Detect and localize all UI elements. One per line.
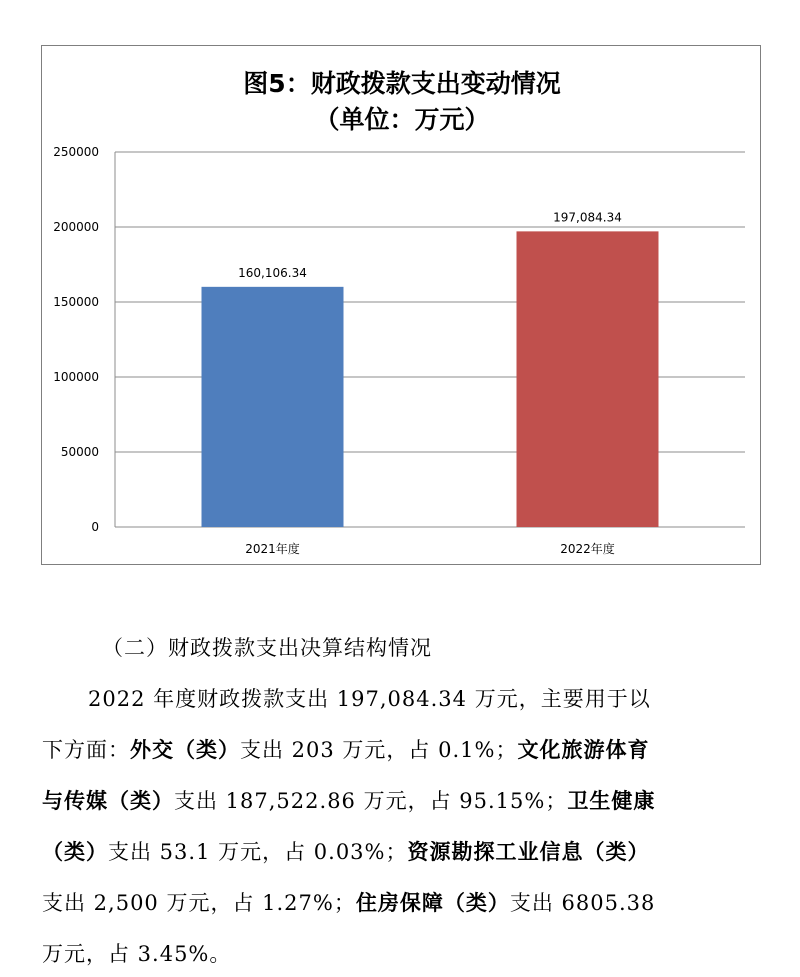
y-tick-label: 200000 bbox=[53, 220, 99, 234]
category-resources: 资源勘探工业信息（类） bbox=[407, 840, 650, 864]
chart-title: 图5：财政拨款支出变动情况 bbox=[243, 69, 561, 98]
category-health-part2: （类） bbox=[42, 840, 108, 864]
paragraph-line-4 bbox=[42, 836, 650, 866]
y-tick-label: 100000 bbox=[53, 370, 99, 384]
bar bbox=[202, 287, 344, 527]
category-culture-part2: 与传媒（类） bbox=[42, 789, 174, 813]
y-tick-label: 50000 bbox=[60, 445, 99, 459]
chart-frame bbox=[41, 45, 761, 565]
paragraph-line-1: 2022 年度财政拨款支出 197,084.34 万元，主要用于以 bbox=[88, 687, 651, 711]
bar-chart bbox=[42, 46, 762, 566]
bar bbox=[517, 231, 659, 527]
paragraph-line-5 bbox=[42, 887, 655, 917]
data-label: 197,084.34 bbox=[553, 210, 622, 225]
paragraph-line-6: 万元，占 3.45%。 bbox=[42, 942, 232, 966]
text-span: 支出 6805.38 bbox=[509, 891, 656, 915]
text-span: 支出 53.1 万元，占 0.03%； bbox=[108, 840, 408, 864]
category-housing: 住房保障（类） bbox=[355, 891, 510, 915]
paragraph-line-2 bbox=[42, 734, 649, 764]
y-tick-label: 0 bbox=[91, 520, 99, 534]
text-span: 支出 2,500 万元，占 1.27%； bbox=[42, 891, 356, 915]
section-heading: （二）财政拨款支出决算结构情况 bbox=[102, 636, 432, 660]
text-span: 支出 203 万元，占 0.1%； bbox=[240, 738, 518, 762]
data-label: 160,106.34 bbox=[238, 265, 307, 280]
category-foreign-affairs: 外交（类） bbox=[130, 738, 240, 762]
paragraph-line-3 bbox=[42, 785, 655, 815]
x-tick-label: 2021年度 bbox=[245, 542, 300, 556]
x-tick-label: 2022年度 bbox=[560, 542, 615, 556]
text-span: 下方面： bbox=[42, 738, 130, 762]
y-tick-label: 250000 bbox=[53, 145, 99, 159]
category-health-part1: 卫生健康 bbox=[567, 789, 656, 813]
chart-subtitle: （单位：万元） bbox=[314, 105, 490, 134]
category-culture-part1: 文化旅游体育 bbox=[517, 738, 650, 762]
text-span: 支出 187,522.86 万元，占 95.15%； bbox=[174, 789, 568, 813]
y-tick-label: 150000 bbox=[53, 295, 99, 309]
